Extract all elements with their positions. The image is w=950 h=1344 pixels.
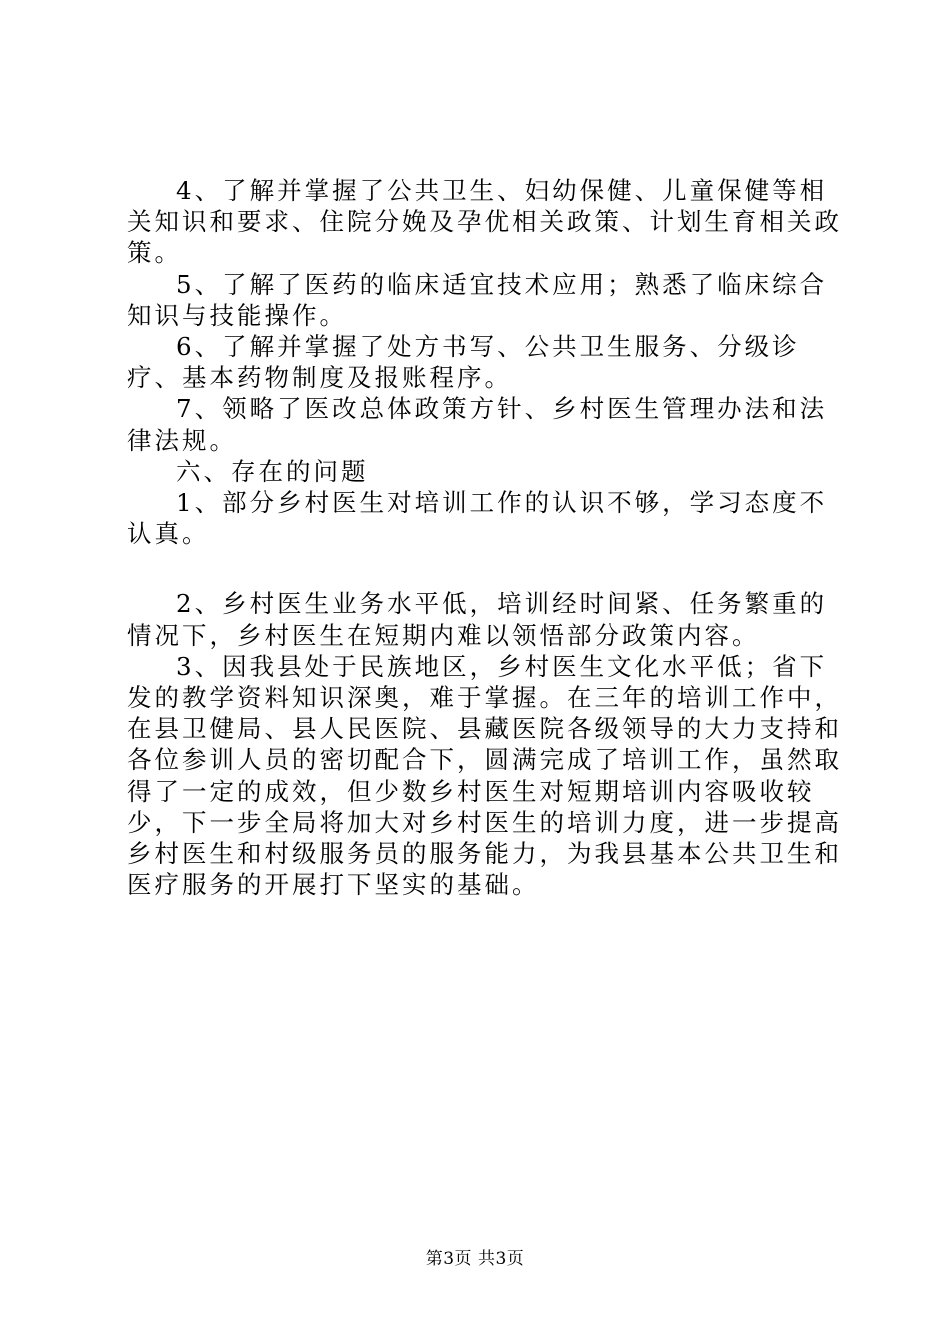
paragraph-item-6: 6、了解并掌握了处方书写、公共卫生服务、分级诊疗、基本药物制度及报账程序。 (127, 332, 800, 393)
problem-item-3: 3、因我县处于民族地区，乡村医生文化水平低；省下发的教学资料知识深奥，难于掌握。在三年的培训工作中，在县卫健局、县人民医院、县藏医院各级领导的大力支持和各位参训人员的密切配合下，圆满完成了培训工作，虽然取得了一定的成效，但少数乡村医生对短期培训内容吸收较少，下一步全局将加大对乡村医生的培训力度，进一步提高乡村医生和村级服务员的服务能力，为我县基本公共卫生和医疗服务的开展打下坚实的基础。 (127, 651, 842, 900)
document-body (127, 175, 847, 900)
paragraph-item-7: 7、领略了医改总体政策方针、乡村医生管理办法和法律法规。 (127, 394, 828, 455)
section-heading-problems: 六、存在的问题 (176, 456, 369, 486)
paragraph-item-4: 4、了解并掌握了公共卫生、妇幼保健、儿童保健等相关知识和要求、住院分娩及孕优相关政策、计划生育相关政策。 (127, 176, 842, 268)
problem-item-1: 1、部分乡村医生对培训工作的认识不够，学习态度不认真。 (127, 488, 828, 549)
page-number-label: 第3页 共3页 (425, 1249, 525, 1269)
paragraph-item-5: 5、了解了医药的临床适宜技术应用；熟悉了临床综合知识与技能操作。 (127, 269, 828, 330)
problem-item-2: 2、乡村医生业务水平低，培训经时间紧、任务繁重的情况下，乡村医生在短期内难以领悟部分政策内容。 (127, 589, 828, 650)
page-footer (0, 1244, 950, 1269)
